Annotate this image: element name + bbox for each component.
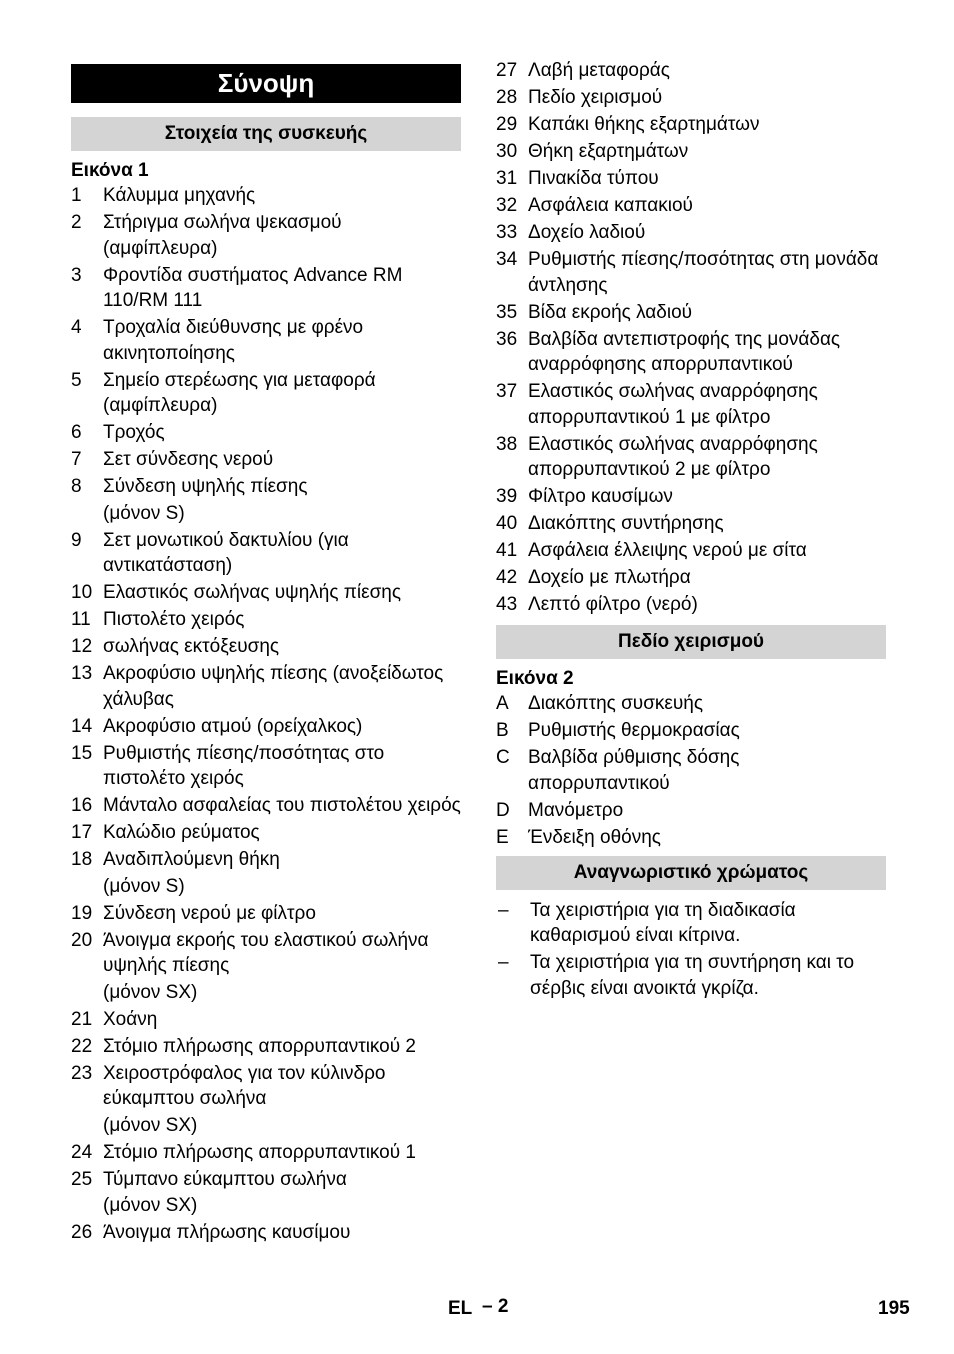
item-text-line: Κάλυμμα μηχανής	[103, 185, 256, 206]
item-text-line: Πεδίο χειρισμού	[528, 87, 663, 108]
figure-label-2: Εικόνα 2	[496, 668, 574, 689]
item-text-line: Διακόπτης συσκευής	[528, 693, 704, 714]
item-number: 11	[71, 609, 91, 630]
list-item	[71, 1007, 461, 1033]
list-item	[496, 565, 886, 591]
list-item	[496, 112, 886, 138]
item-number: 29	[496, 114, 518, 135]
item-text-line: Χοάνη	[103, 1008, 158, 1030]
item-text-line: Βίδα εκροής λαδιού	[528, 301, 693, 323]
item-text-line: Άνοιγμα εκροής του ελαστικού σωλήνα υψηλής πίεσης	[103, 929, 429, 976]
item-text-line: Δοχείο με πλωτήρα	[528, 567, 691, 588]
item-text	[530, 950, 886, 1001]
item-text-line: Καπάκι θήκης εξαρτημάτων	[528, 114, 760, 135]
item-number: 43	[496, 594, 518, 615]
item-text	[528, 327, 886, 378]
list-item	[71, 1140, 461, 1166]
list-item	[496, 484, 886, 510]
item-text-line: Πινακίδα τύπου	[528, 168, 659, 189]
bullet-item	[496, 950, 886, 1001]
item-text-note: (μόνον S)	[103, 875, 185, 897]
item-number: 4	[71, 317, 82, 338]
item-text	[103, 210, 461, 261]
item-number: 31	[496, 168, 518, 189]
item-text	[103, 607, 461, 633]
item-text-line: Ελαστικός σωλήνας αναρρόφησης απορρυπαντικού 2 με φίλτρο	[528, 433, 818, 480]
item-text	[528, 511, 886, 537]
list-item	[71, 793, 461, 819]
color-code-list	[496, 898, 886, 1002]
item-text	[103, 315, 461, 366]
item-number: B	[496, 720, 509, 741]
item-text-line: Φροντίδα συστήματος Advance RM 110/RM 111	[103, 264, 403, 311]
item-number: 38	[496, 433, 518, 455]
list-item	[71, 447, 461, 473]
item-text	[103, 634, 461, 660]
item-number: 21	[71, 1008, 93, 1030]
item-text-line: Αναδιπλούμενη θήκη	[103, 849, 280, 870]
list-item	[496, 220, 886, 246]
bullet-mark: –	[498, 952, 509, 973]
item-number: 24	[71, 1141, 93, 1163]
item-text	[103, 368, 461, 419]
item-number: 37	[496, 381, 518, 402]
item-number: 35	[496, 301, 518, 323]
item-text-line: Ρυθμιστής θερμοκρασίας	[528, 720, 740, 741]
item-number: A	[496, 693, 509, 714]
device-parts-list-part1	[71, 183, 461, 1246]
list-item	[496, 139, 886, 165]
item-text-line: Πιστολέτο χειρός	[103, 609, 245, 630]
item-text-line: Τα χειριστήρια για τη διαδικασία καθαρισμού είναι κίτρινα.	[530, 899, 796, 946]
item-text	[528, 718, 886, 744]
item-text	[103, 901, 461, 927]
list-item	[496, 825, 886, 851]
item-text-line: Ένδειξη οθόνης	[528, 826, 661, 848]
item-text	[530, 898, 886, 949]
item-text-line: Τύμπανο εύκαμπτου σωλήνα	[103, 1168, 347, 1190]
list-item	[71, 820, 461, 846]
list-item	[496, 300, 886, 326]
list-item	[71, 368, 461, 419]
item-number: 9	[71, 529, 82, 551]
item-text-line: Ρυθμιστής πίεσης/ποσότητας στο πιστολέτο χειρός	[103, 742, 385, 789]
list-item	[496, 193, 886, 219]
item-text	[528, 745, 886, 796]
item-text-line: Φίλτρο καυσίμων	[528, 486, 673, 507]
section-heading-device-parts: Στοιχεία της συσκευής	[71, 117, 461, 151]
item-text-line: Λεπτό φίλτρο (νερό)	[528, 594, 698, 615]
item-text-note: (μόνον SX)	[103, 981, 198, 1003]
item-number: C	[496, 747, 510, 768]
item-text	[528, 112, 886, 138]
list-item	[71, 714, 461, 740]
item-text	[528, 220, 886, 246]
item-text-line: Τροχός	[103, 422, 165, 443]
list-item	[71, 528, 461, 579]
item-text-line: Σετ μονωτικού δακτυλίου (για αντικατάσταση)	[103, 529, 349, 576]
list-item	[71, 1034, 461, 1060]
page-title: Σύνοψη	[71, 64, 461, 103]
list-item	[496, 511, 886, 537]
item-text-line: Μανόμετρο	[528, 799, 624, 821]
left-column	[71, 58, 461, 1247]
list-item	[71, 634, 461, 660]
item-text	[528, 166, 886, 192]
item-text	[103, 1167, 461, 1219]
item-number: 27	[496, 60, 518, 81]
item-number: 36	[496, 328, 518, 350]
item-text-line: σωλήνας εκτόξευσης	[103, 636, 280, 657]
list-item	[71, 474, 461, 526]
section-heading-color-code: Αναγνωριστικό χρώματος	[496, 856, 886, 890]
item-text	[528, 565, 886, 591]
list-item	[496, 538, 886, 564]
item-text	[103, 420, 461, 446]
item-text	[103, 714, 461, 740]
item-text	[103, 741, 461, 792]
item-number: 34	[496, 249, 518, 270]
item-number: 19	[71, 902, 93, 924]
item-number: 23	[71, 1062, 93, 1084]
item-text-line: Καλώδιο ρεύματος	[103, 822, 260, 843]
item-number: 41	[496, 540, 518, 561]
item-text-line: Ασφάλεια καπακιού	[528, 195, 693, 216]
item-text	[103, 1061, 461, 1139]
item-text-line: Διακόπτης συντήρησης	[528, 513, 724, 534]
list-item	[496, 745, 886, 796]
item-number: 3	[71, 264, 82, 286]
list-item	[496, 247, 886, 298]
list-item	[496, 166, 886, 192]
list-item	[71, 210, 461, 261]
item-number: 28	[496, 87, 518, 108]
list-item	[496, 691, 886, 717]
footer-language: EL	[448, 1298, 473, 1319]
item-text	[528, 538, 886, 564]
item-text	[103, 580, 461, 606]
item-number: 17	[71, 822, 93, 843]
item-text	[528, 247, 886, 298]
item-number: 22	[71, 1035, 93, 1057]
item-text-line: Σύνδεση υψηλής πίεσης	[103, 476, 308, 497]
footer-section-page: – 2	[482, 1296, 509, 1317]
item-text	[103, 847, 461, 899]
item-text-line: Στόμιο πλήρωσης απορρυπαντικού 2	[103, 1035, 416, 1057]
item-text	[528, 193, 886, 219]
bullet-item	[496, 898, 886, 949]
item-number: 1	[71, 185, 82, 206]
page-number: 195	[878, 1298, 910, 1319]
list-item	[496, 327, 886, 378]
section-heading-control-panel: Πεδίο χειρισμού	[496, 625, 886, 659]
list-item	[71, 928, 461, 1006]
list-item	[496, 379, 886, 430]
item-text-line: Ελαστικός σωλήνας υψηλής πίεσης	[103, 582, 402, 603]
item-text	[528, 825, 886, 851]
item-text	[528, 139, 886, 165]
item-text-line: Χειροστρόφαλος για τον κύλινδρο εύκαμπτου σωλήνα	[103, 1062, 386, 1109]
bullet-mark: –	[498, 899, 509, 921]
item-number: 42	[496, 567, 518, 588]
item-text-line: Σημείο στερέωσης για μεταφορά (αμφίπλευρα)	[103, 369, 376, 416]
item-text-line: Ελαστικός σωλήνας αναρρόφησης απορρυπαντικού 1 με φίλτρο	[528, 381, 818, 428]
item-number: 5	[71, 369, 82, 391]
item-number: 26	[71, 1222, 93, 1243]
item-number: 20	[71, 929, 93, 951]
item-number: 15	[71, 742, 93, 764]
control-panel-list	[496, 691, 886, 850]
item-text	[103, 1034, 461, 1060]
list-item	[496, 718, 886, 744]
device-parts-list-part2	[496, 58, 886, 618]
list-item	[71, 607, 461, 633]
item-text	[528, 85, 886, 111]
item-number: 40	[496, 513, 518, 534]
item-text-line: Θήκη εξαρτημάτων	[528, 141, 689, 162]
item-number: E	[496, 826, 509, 848]
item-text-line: Στόμιο πλήρωσης απορρυπαντικού 1	[103, 1141, 416, 1163]
item-text	[103, 820, 461, 846]
item-number: 13	[71, 663, 93, 684]
item-text	[528, 432, 886, 483]
item-text-line: Τροχαλία διεύθυνσης με φρένο ακινητοποίησης	[103, 317, 364, 364]
item-text-line: Σύνδεση νερού με φίλτρο	[103, 902, 316, 924]
list-item	[496, 798, 886, 824]
list-item	[71, 580, 461, 606]
item-number: 25	[71, 1168, 93, 1190]
list-item	[71, 1167, 461, 1219]
item-number: 18	[71, 849, 93, 870]
list-item	[71, 263, 461, 314]
item-number: 2	[71, 212, 82, 233]
item-text-line: Δοχείο λαδιού	[528, 222, 646, 243]
list-item	[71, 183, 461, 209]
item-text-line: Μάνταλο ασφαλείας του πιστολέτου χειρός	[103, 795, 461, 816]
item-text-line: Άνοιγμα πλήρωσης καυσίμου	[103, 1222, 351, 1243]
list-item	[71, 661, 461, 712]
item-text-note: (μόνον S)	[103, 502, 185, 524]
item-number: 32	[496, 195, 518, 216]
list-item	[496, 592, 886, 618]
list-item	[496, 85, 886, 111]
item-text	[528, 300, 886, 326]
item-text	[103, 1220, 461, 1246]
item-number: 39	[496, 486, 518, 507]
item-text	[528, 379, 886, 430]
item-number: 30	[496, 141, 518, 162]
item-text	[528, 58, 886, 84]
list-item	[71, 1220, 461, 1246]
list-item	[71, 847, 461, 899]
item-text-line: Ακροφύσιο υψηλής πίεσης (ανοξείδωτος χάλυβας	[103, 663, 444, 710]
item-text-line: Λαβή μεταφοράς	[528, 60, 670, 81]
right-column	[496, 58, 886, 1003]
item-text-line: Βαλβίδα αντεπιστροφής της μονάδας αναρρόφησης απορρυπαντικού	[528, 328, 841, 375]
item-text-line: Τα χειριστήρια για τη συντήρηση και το σέρβις είναι ανοικτά γκρίζα.	[530, 952, 855, 999]
item-text-line: Βαλβίδα ρύθμισης δόσης απορρυπαντικού	[528, 747, 740, 794]
figure-label-1: Εικόνα 1	[71, 160, 149, 181]
item-text	[528, 798, 886, 824]
item-number: 8	[71, 476, 82, 497]
list-item	[71, 741, 461, 792]
item-text	[103, 793, 461, 819]
list-item	[71, 901, 461, 927]
item-text-line: Σετ σύνδεσης νερού	[103, 449, 274, 470]
item-text	[528, 484, 886, 510]
item-text	[103, 528, 461, 579]
item-text-line: Στήριγμα σωλήνα ψεκασμού (αμφίπλευρα)	[103, 212, 342, 259]
item-text-note: (μόνον SX)	[103, 1195, 198, 1216]
item-text-note: (μόνον SX)	[103, 1114, 198, 1136]
item-number: 12	[71, 636, 93, 657]
item-text-line: Ρυθμιστής πίεσης/ποσότητας στη μονάδα άντλησης	[528, 249, 879, 296]
item-text	[103, 1140, 461, 1166]
list-item	[71, 420, 461, 446]
item-text-line: Ασφάλεια έλλειψης νερού με σίτα	[528, 540, 807, 561]
list-item	[496, 432, 886, 483]
item-text	[103, 928, 461, 1006]
item-number: 14	[71, 715, 93, 737]
item-text	[103, 447, 461, 473]
item-text	[528, 592, 886, 618]
item-number: D	[496, 799, 510, 821]
item-number: 6	[71, 422, 82, 443]
item-number: 10	[71, 582, 93, 603]
item-text-line: Ακροφύσιο ατμού (ορείχαλκος)	[103, 715, 363, 737]
item-number: 16	[71, 795, 93, 816]
item-number: 33	[496, 222, 518, 243]
list-item	[496, 58, 886, 84]
item-text	[103, 474, 461, 526]
item-text	[103, 183, 461, 209]
item-text	[528, 691, 886, 717]
item-text	[103, 661, 461, 712]
list-item	[71, 315, 461, 366]
list-item	[71, 1061, 461, 1139]
item-text	[103, 1007, 461, 1033]
item-number: 7	[71, 449, 82, 470]
item-text	[103, 263, 461, 314]
